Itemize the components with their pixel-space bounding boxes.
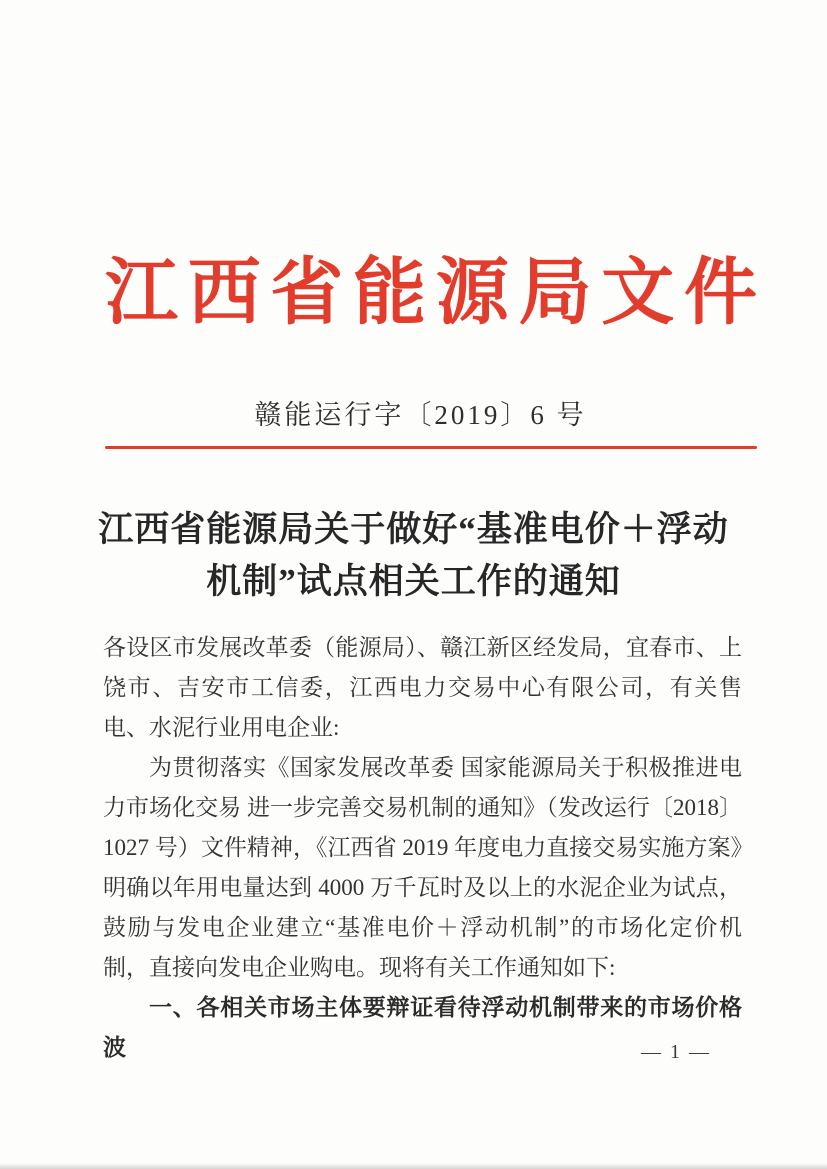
scan-bottom-shadow <box>0 1163 827 1169</box>
document-title-line-1: 江西省能源局关于做好“基准电价＋浮动 <box>98 510 729 549</box>
document-title-line-2: 机制”试点相关工作的通知 <box>206 562 621 601</box>
salutation-paragraph: 各设区市发展改革委（能源局）、赣江新区经发局，宜春市、上饶市、吉安市工信委，江西电力交易中心有限公司，有关售电、水泥行业用电企业: <box>103 635 742 740</box>
document-title <box>0 504 827 608</box>
agency-header-title: 江西省能源局文件 <box>105 252 757 333</box>
page-number: — 1 — <box>641 1041 711 1063</box>
red-divider-line <box>105 446 757 449</box>
document-body <box>103 628 742 1068</box>
section-one-heading: 一、各相关市场主体要辩证看待浮动机制带来的市场价格波 <box>103 995 742 1060</box>
doc-number: 赣能运行字〔2019〕6 号 <box>254 400 587 430</box>
main-paragraph: 为贯彻落实《国家发展改革委 国家能源局关于积极推进电力市场化交易 进一步完善交易机制的通知》（发改运行〔2018〕1027 号）文件精神，《江西省 2019 年度电力直接交易实施方案》明确以年用电量达到 4000 万千瓦时及以上的水泥企业为试点，鼓励与发电企业建立“基准电价＋浮动机制”的市场化定价机制，直接向发电企业购电。现将有关工作通知如下: <box>103 755 742 980</box>
